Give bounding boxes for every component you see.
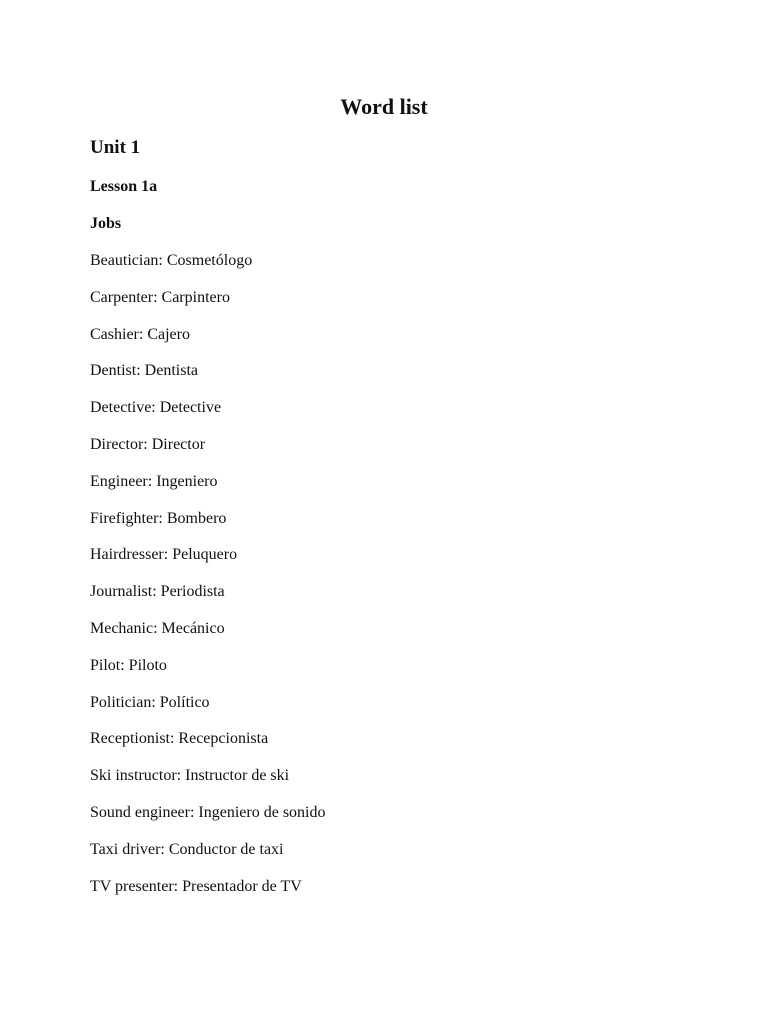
lesson-heading: Lesson 1a — [90, 178, 158, 195]
word-entry: Politician: Político — [90, 693, 210, 711]
word-entry: Receptionist: Recepcionista — [90, 730, 269, 748]
word-entry: Director: Director — [90, 435, 206, 453]
unit-heading: Unit 1 — [90, 137, 141, 158]
page-title: Word list — [340, 94, 428, 119]
word-entry: Dentist: Dentista — [90, 362, 198, 380]
word-entry: Mechanic: Mecánico — [90, 619, 225, 637]
section-heading: Jobs — [90, 215, 122, 232]
word-entry: Sound engineer: Ingeniero de sonido — [90, 803, 326, 821]
word-entry: Beautician: Cosmetólogo — [90, 252, 253, 269]
word-entry: Engineer: Ingeniero — [90, 472, 218, 490]
word-entry: Cashier: Cajero — [90, 325, 190, 343]
word-entry: Taxi driver: Conductor de taxi — [90, 840, 284, 858]
word-list — [90, 251, 326, 913]
word-entry: Pilot: Piloto — [90, 656, 167, 674]
word-entry: Firefighter: Bombero — [90, 509, 227, 527]
word-entry: Ski instructor: Instructor de ski — [90, 767, 290, 785]
word-entry: Journalist: Periodista — [90, 583, 225, 601]
word-entry: Detective: Detective — [90, 399, 222, 417]
word-entry: Hairdresser: Peluquero — [90, 546, 238, 564]
word-entry: Carpenter: Carpintero — [90, 288, 230, 306]
word-entry: TV presenter: Presentador de TV — [90, 877, 302, 895]
